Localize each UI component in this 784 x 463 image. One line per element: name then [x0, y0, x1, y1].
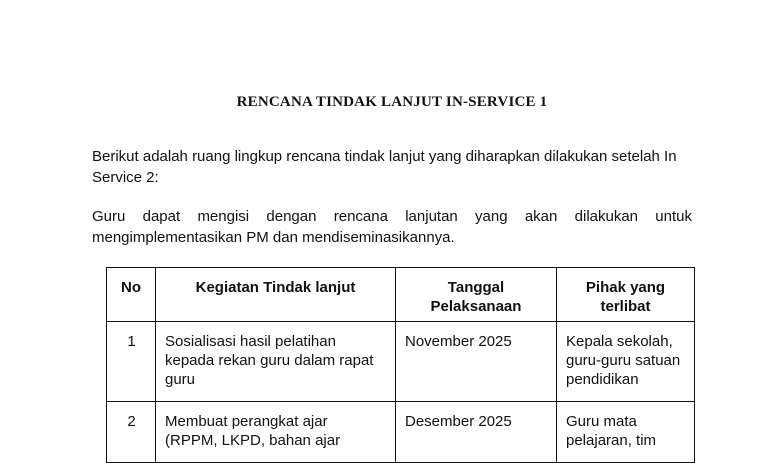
pihak-line: pelajaran, tim: [566, 432, 657, 449]
instruction-line-2: mengimplementasikan PM dan mendiseminasikannya.: [92, 229, 455, 246]
kegiatan-line: (RPPM, LKPD, bahan ajar: [165, 432, 341, 449]
instruction-line-1: Guru dapat mengisi dengan rencana lanjutan yang akan dilakukan untuk: [92, 208, 692, 225]
row-number: 2: [107, 402, 156, 463]
kegiatan-line: Sosialisasi hasil pelatihan: [165, 333, 336, 350]
intro-line-2: Service 2:: [92, 169, 159, 186]
document-title: RENCANA TINDAK LANJUT IN-SERVICE 1: [236, 94, 548, 110]
follow-up-plan-table: [106, 267, 695, 463]
pihak-line: Guru mata: [566, 413, 637, 430]
pihak-line: pendidikan: [566, 371, 639, 388]
row-kegiatan: [156, 402, 396, 463]
header-tanggal-line-1: Tanggal: [447, 279, 505, 296]
intro-line-1: Berikut adalah ruang lingkup rencana tindak lanjut yang diharapkan dilakukan setelah In: [92, 148, 677, 165]
header-tanggal-line-2: Pelaksanaan: [430, 298, 522, 315]
intro-paragraph: [92, 146, 692, 188]
row-pihak: [557, 402, 695, 463]
pihak-line: guru-guru satuan: [566, 352, 681, 369]
header-pihak-line-1: Pihak yang: [585, 279, 666, 296]
kegiatan-line: kepada rekan guru dalam rapat: [165, 352, 374, 369]
kegiatan-line: guru: [165, 371, 196, 388]
table-header-row: [107, 268, 695, 322]
pihak-line: Kepala sekolah,: [566, 333, 673, 350]
kegiatan-line: Membuat perangkat ajar: [165, 413, 328, 430]
header-kegiatan: Kegiatan Tindak lanjut: [156, 268, 396, 322]
table-row: [107, 402, 695, 463]
header-no: No: [107, 268, 156, 322]
row-pihak: [557, 322, 695, 402]
row-tanggal: November 2025: [396, 322, 557, 402]
row-number: 1: [107, 322, 156, 402]
header-pihak-line-2: terlibat: [600, 298, 651, 315]
header-tanggal: [396, 268, 557, 322]
table-row: [107, 322, 695, 402]
instruction-paragraph: [92, 206, 692, 248]
row-tanggal: Desember 2025: [396, 402, 557, 463]
header-pihak: [557, 268, 695, 322]
row-kegiatan: [156, 322, 396, 402]
